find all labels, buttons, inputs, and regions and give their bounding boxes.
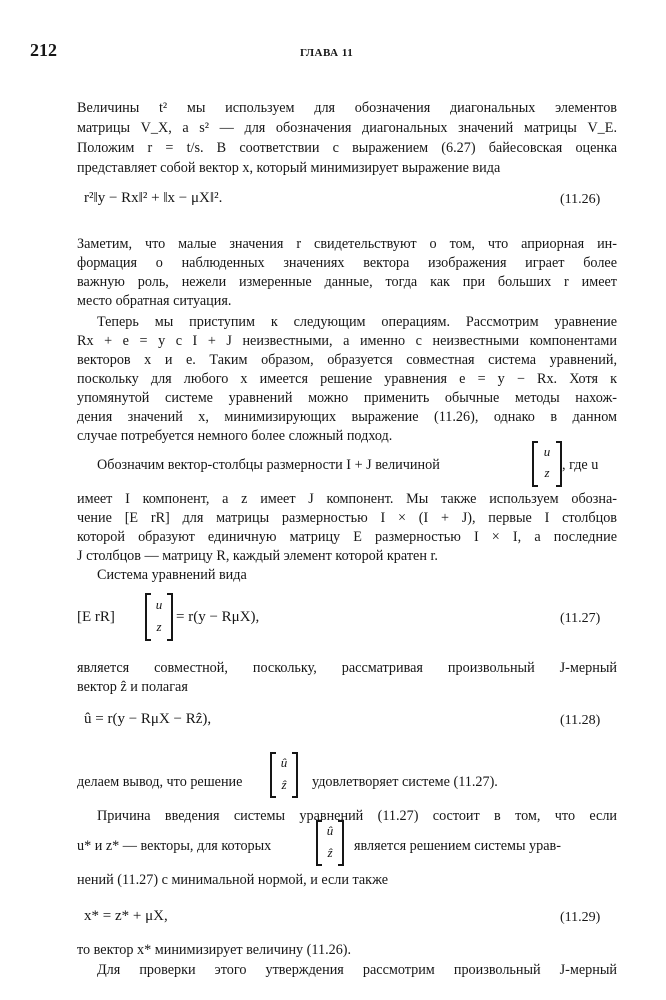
vector-uhat-zhat-bottom: ẑ (281, 777, 287, 792)
para2-line2: формация о наблюденных значениях вектора изображения играет более (77, 255, 617, 271)
para9: то вектор x* минимизирует величину (11.26). (77, 942, 352, 958)
para8-line2-left: u* и z* — векторы, для которых (77, 838, 272, 854)
para6-line1: является совместной, поскольку, рассматривая произвольный J-мерный (77, 660, 617, 676)
equation-number-11-29: (11.29) (560, 910, 601, 925)
vector-u-z (532, 441, 562, 487)
para4-line5: J столбцов — матрицу R, каждый элемент которой кратен r. (77, 548, 438, 564)
para4-line1-right: , где u (562, 457, 599, 473)
vector-u-z-eq-bottom: z (156, 619, 162, 634)
para7-left: делаем вывод, что решение (77, 774, 243, 790)
para8-line2-right: является решением системы урав- (354, 838, 561, 854)
para1-line3: Положим r = t/s. В соответствии с выражением (6.27) байесовская оценка (77, 140, 617, 156)
vector-uhat-zhat-top: û (280, 755, 288, 770)
vector-u-z-top: u (543, 444, 551, 459)
para3-line6: дения значений x, минимизирующих выражение (11.26), однако в данном (77, 409, 617, 425)
vector-uhat-zhat-2-bottom: ẑ (327, 845, 333, 860)
para4-line1-left: Обозначим вектор-столбцы размерности I + J величиной (97, 457, 440, 473)
para3-line4: поскольку для любого x имеется решение уравнения e = y − Rx. Хотя к (77, 371, 617, 387)
para3-line1: Теперь мы приступим к следующим операциям. Рассмотрим уравнение (97, 314, 617, 330)
equation-11-28: û = r(y − RμX − Rẑ), (84, 711, 212, 727)
para1-line4: представляет собой вектор x, который минимизирует выражение вида (77, 160, 501, 176)
para6-line2: вектор ẑ и полагая (77, 679, 188, 695)
equation-11-27-right: = r(y − RμX), (176, 609, 260, 625)
equation-11-26: r²‖y − Rx‖² + ‖x − μX‖². (84, 190, 223, 206)
vector-uhat-zhat-2-top: û (326, 823, 334, 838)
running-title: ГЛАВА 11 (300, 47, 354, 59)
equation-number-11-27: (11.27) (560, 611, 601, 626)
para3-line2: Rx + e = y с I + J неизвестными, а именно с неизвестными компонентами (77, 333, 617, 349)
para8-line3: нений (11.27) с минимальной нормой, и если также (77, 872, 388, 888)
equation-number-11-28: (11.28) (560, 713, 601, 728)
para1-line1: Величины t² мы используем для обозначения диагональных элементов (77, 100, 617, 116)
equation-11-29: x* = z* + μX, (84, 908, 168, 924)
vector-uhat-zhat-2 (316, 820, 344, 866)
para2-line4: место обратная ситуация. (77, 293, 232, 309)
page-number: 212 (30, 40, 57, 60)
equation-11-27-left: [E rR] (77, 609, 115, 625)
para5: Система уравнений вида (97, 567, 247, 583)
equation-number-11-26: (11.26) (560, 192, 601, 207)
para1-line2: матрицы V_X, а s² — для обозначения диагональных значений матрицы V_E. (77, 120, 617, 136)
para3-line5: упомянутой системе уравнений можно применить обычные методы нахож- (77, 390, 617, 406)
para4-line2: имеет I компонент, а z имеет J компонент. Мы также используем обозна- (77, 491, 617, 507)
para10: Для проверки этого утверждения рассмотрим произвольный J-мерный (97, 962, 617, 978)
para4-line4: которой образуют единичную матрицу E размерностью I × I, а последние (77, 529, 617, 545)
vector-u-z-bottom: z (544, 465, 550, 480)
para4-line3: чение [E rR] для матрицы размерностью I × (I + J), первые I столбцов (77, 510, 617, 526)
para3-line7: случае потребуется немного более сложный подход. (77, 428, 393, 444)
para3-line3: векторов x и e. Таким образом, образуется совместная система уравнений, (77, 352, 617, 368)
para2-line3: важную роль, нежели измеренные данные, тогда как при больших r имеет (77, 274, 617, 290)
para2-line1: Заметим, что малые значения r свидетельствуют о том, что априорная ин- (77, 236, 617, 252)
para7-right: удовлетворяет системе (11.27). (312, 774, 498, 790)
vector-u-z-eq-top: u (155, 597, 163, 612)
vector-u-z-eq (145, 593, 173, 641)
para8-line1: Причина введения системы уравнений (11.27) состоит в том, что если (97, 808, 617, 824)
vector-uhat-zhat (270, 752, 298, 798)
